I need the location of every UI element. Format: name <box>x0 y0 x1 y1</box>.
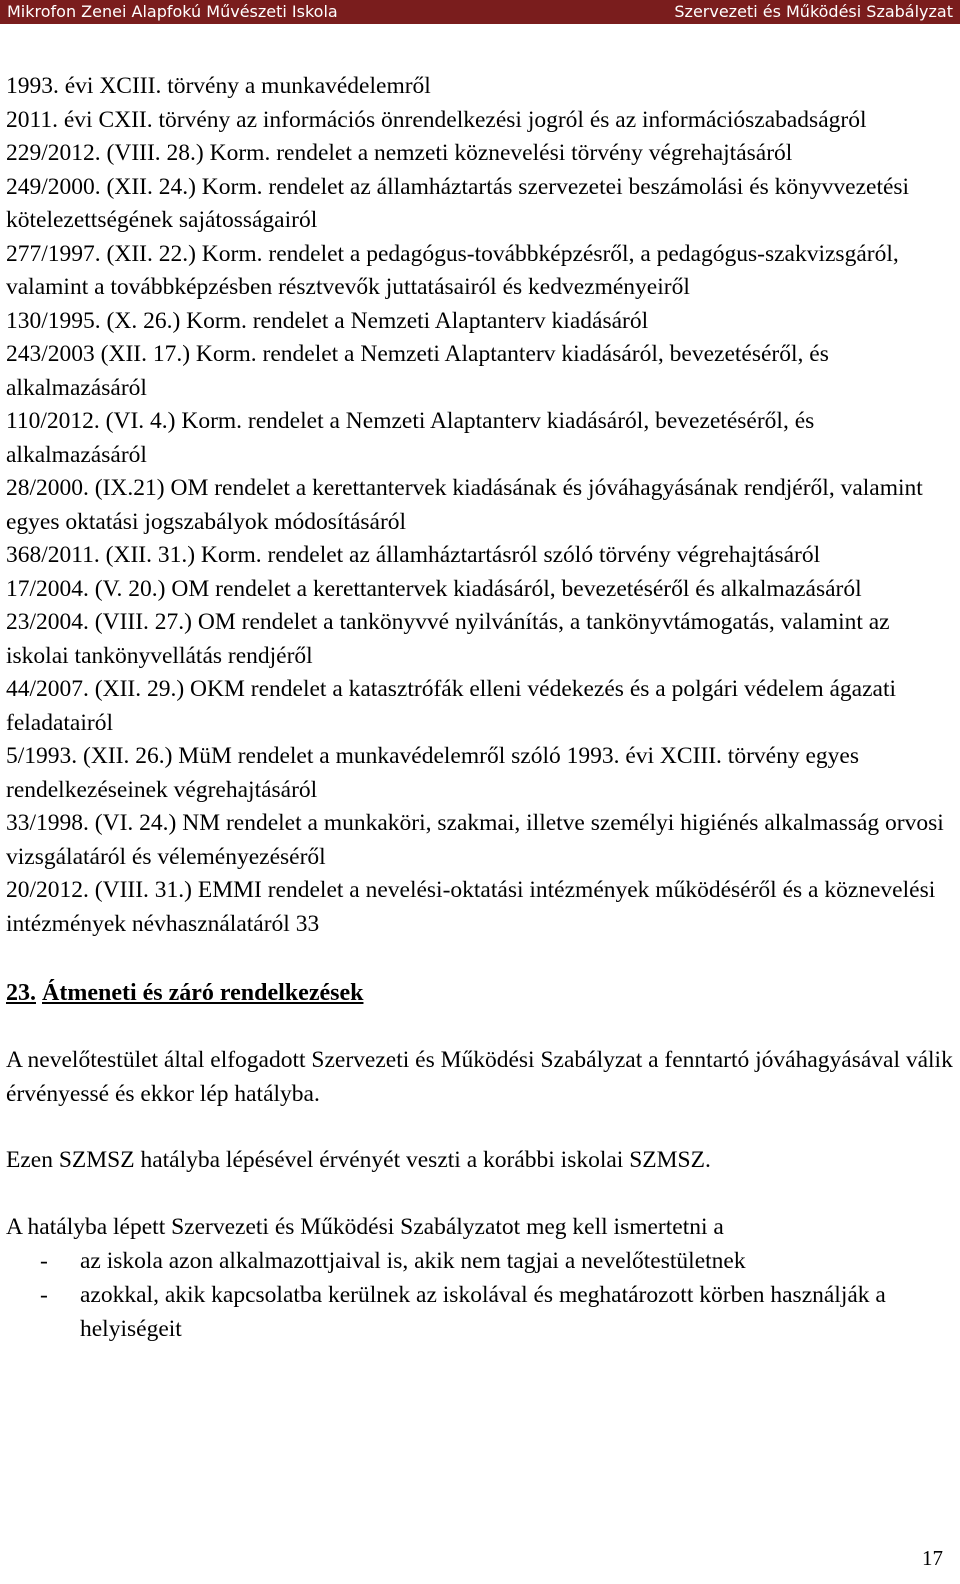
list-item-text: az iskola azon alkalmazottjaival is, akik nem tagjai a nevelőtestületnek <box>80 1248 746 1274</box>
law-item: 2011. évi CXII. törvény az információs önrendelkezési jogról és az információszabadságról <box>6 106 867 133</box>
paragraph-notification: A hatályba lépett Szervezeti és Működési Szabályzatot meg kell ismertetni a <box>6 1214 724 1240</box>
law-item: 17/2004. (V. 20.) OM rendelet a kerettantervek kiadásáról, bevezetéséről és alkalmazásáról <box>6 575 862 602</box>
law-item: 243/2003 (XII. 17.) Korm. rendelet a Nemzeti Alaptanterv kiadásáról, bevezetéséről, és alkalmazásáról <box>6 341 829 401</box>
dash-bullet: - <box>40 1248 48 1274</box>
page-number: 17 <box>922 1546 943 1570</box>
law-item: 5/1993. (XII. 26.) MüM rendelet a munkavédelemről szóló 1993. évi XCIII. törvény egyes rendelkezéseinek végrehajtásáról <box>6 743 859 803</box>
paragraph-approval: A nevelőtestület által elfogadott Szervezeti és Működési Szabályzat a fenntartó jóváhagyásával válik érvényessé és ekkor lép hatályba. <box>6 1047 953 1107</box>
notification-list <box>6 1244 956 1346</box>
law-item: 44/2007. (XII. 29.) OKM rendelet a katasztrófák elleni védekezés és a polgári védelem ágazati feladatairól <box>6 676 897 736</box>
header-document-title: Szervezeti és Működési Szabályzat <box>674 2 953 21</box>
law-list <box>6 70 956 941</box>
section-number: 23. <box>6 980 36 1006</box>
law-item: 20/2012. (VIII. 31.) EMMI rendelet a nevelési-oktatási intézmények működéséről és a köznevelési intézmények névhasználatáról 33 <box>6 877 936 937</box>
page-header <box>0 0 960 24</box>
document-body <box>6 70 956 1346</box>
header-school-name: Mikrofon Zenei Alapfokú Művészeti Iskola <box>7 2 338 21</box>
section-heading <box>6 975 956 1011</box>
law-item: 277/1997. (XII. 22.) Korm. rendelet a pedagógus-továbbképzésről, a pedagógus-szakvizsgáról, valamint a továbbképzésben résztvevők juttatásairól és kedvezményeiről <box>6 240 899 300</box>
list-item <box>6 1244 956 1278</box>
law-item: 23/2004. (VIII. 27.) OM rendelet a tankönyvvé nyilvánítás, a tankönyvtámogatás, valamint az iskolai tankönyvellátás rendjéről <box>6 609 890 669</box>
law-item: 368/2011. (XII. 31.) Korm. rendelet az államháztartásról szóló törvény végrehajtásáról <box>6 542 821 568</box>
law-item: 110/2012. (VI. 4.) Korm. rendelet a Nemzeti Alaptanterv kiadásáról, bevezetéséről, és alkalmazásáról <box>6 408 815 468</box>
dash-bullet: - <box>40 1282 48 1308</box>
law-item: 28/2000. (IX.21) OM rendelet a kerettantervek kiadásának és jóváhagyásának rendjéről, valamint egyes oktatási jogszabályok módosításáról <box>6 475 923 535</box>
law-item: 1993. évi XCIII. törvény a munkavédelemről <box>6 73 431 99</box>
paragraph-repeal: Ezen SZMSZ hatályba lépésével érvényét veszti a korábbi iskolai SZMSZ. <box>6 1147 711 1173</box>
section-title: Átmeneti és záró rendelkezések <box>42 980 364 1006</box>
law-item: 229/2012. (VIII. 28.) Korm. rendelet a nemzeti köznevelési törvény végrehajtásáról <box>6 140 793 166</box>
law-item: 249/2000. (XII. 24.) Korm. rendelet az államháztartás szervezetei beszámolási és könyvvezetési kötelezettségének sajátosságairól <box>6 173 910 233</box>
list-item-text: azokkal, akik kapcsolatba kerülnek az iskolával és meghatározott körben használják a helyiségeit <box>80 1282 886 1342</box>
list-item <box>6 1278 956 1346</box>
law-item: 33/1998. (VI. 24.) NM rendelet a munkaköri, szakmai, illetve személyi higiénés alkalmasság orvosi vizsgálatáról és véleményezéséről <box>6 810 944 870</box>
law-item: 130/1995. (X. 26.) Korm. rendelet a Nemzeti Alaptanterv kiadásáról <box>6 307 649 334</box>
